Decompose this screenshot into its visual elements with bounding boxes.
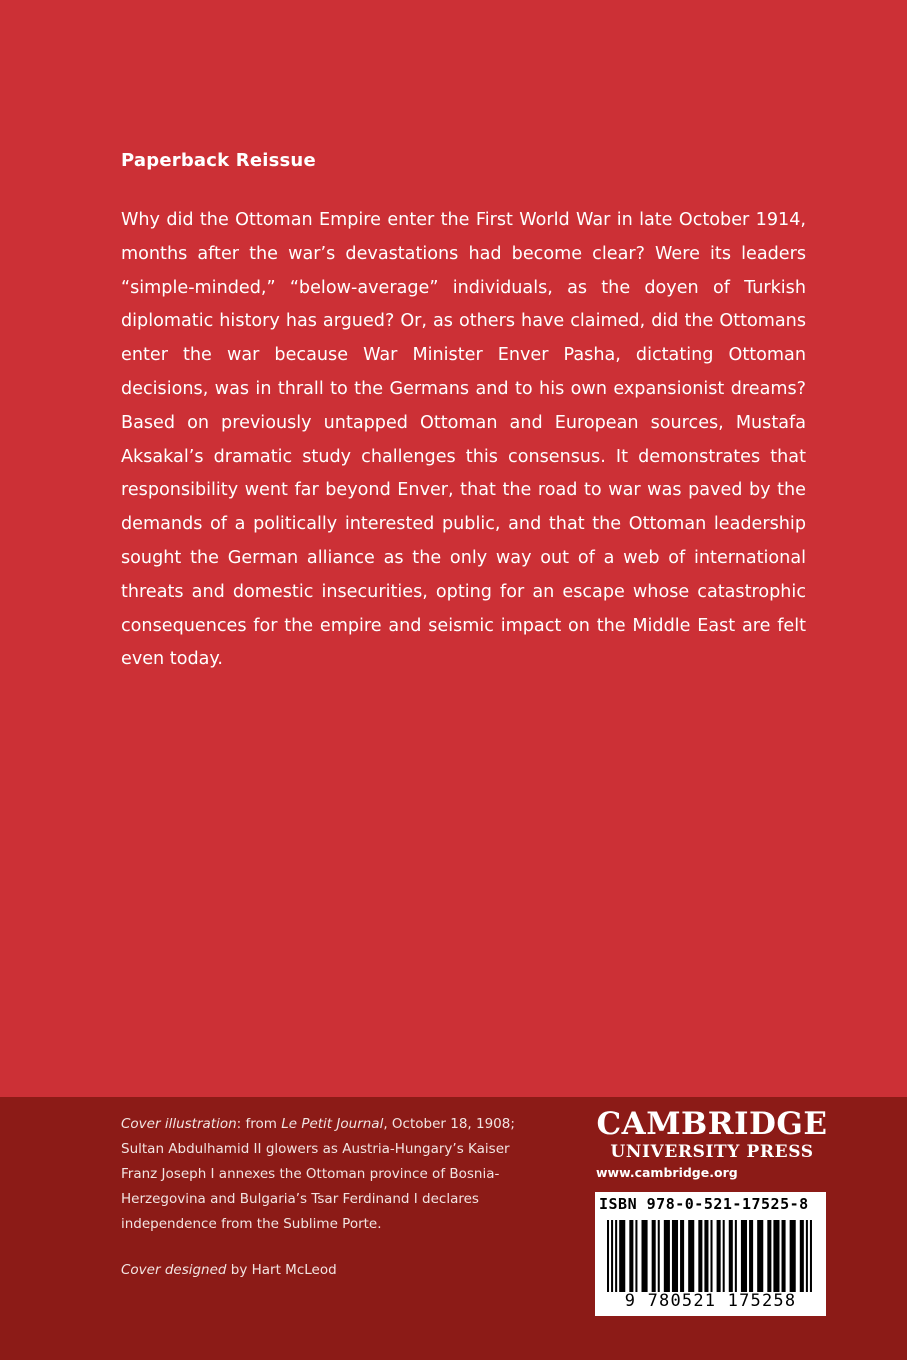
publisher-url: www.cambridge.org — [596, 1165, 738, 1180]
barcode-bar — [790, 1220, 796, 1292]
barcode-bar — [729, 1220, 733, 1292]
barcode-bar — [800, 1220, 804, 1292]
publisher-subtitle: UNIVERSITY PRESS — [610, 1142, 814, 1162]
cover-designer-credit — [121, 1262, 337, 1278]
barcode-bars — [607, 1220, 814, 1292]
barcode-bar — [806, 1220, 808, 1292]
barcode — [595, 1192, 826, 1316]
credit-label: Cover illustration — [121, 1116, 237, 1132]
barcode-bar — [615, 1220, 617, 1292]
publisher-logo — [596, 1106, 828, 1182]
barcode-bar — [704, 1220, 708, 1292]
barcode-bar — [773, 1220, 779, 1292]
barcode-bar — [642, 1220, 648, 1292]
barcode-bar — [635, 1220, 637, 1292]
barcode-bar — [810, 1220, 812, 1292]
barcode-bar — [767, 1220, 771, 1292]
barcode-bar — [664, 1220, 670, 1292]
barcode-bar — [607, 1220, 609, 1292]
barcode-bar — [749, 1220, 753, 1292]
publisher-name: CAMBRIDGE — [596, 1106, 828, 1142]
section-label: Paperback Reissue — [121, 150, 316, 171]
designer-label: Cover designed — [121, 1262, 227, 1278]
cover-illustration-credit — [121, 1112, 541, 1237]
barcode-bar — [652, 1220, 656, 1292]
barcode-bar — [672, 1220, 678, 1292]
barcode-bar — [698, 1220, 702, 1292]
barcode-bar — [619, 1220, 625, 1292]
barcode-bar — [629, 1220, 633, 1292]
barcode-bar — [717, 1220, 721, 1292]
credit-text: , October 18, 1908; Sultan Abdulhamid II glowers as Austria-Hungary’s Kaiser Franz Joseph I annexes the Ottoman province of Bosnia-Herzegovina and Bulgaria’s Tsar Ferdinand I declares independence from the Sublime Porte. — [121, 1116, 515, 1232]
barcode-bar — [688, 1220, 694, 1292]
barcode-bar — [658, 1220, 660, 1292]
barcode-bar — [741, 1220, 747, 1292]
barcode-bar — [723, 1220, 725, 1292]
barcode-bar — [782, 1220, 786, 1292]
barcode-bar — [757, 1220, 763, 1292]
credit-separator: : from — [236, 1116, 282, 1132]
barcode-bar — [735, 1220, 737, 1292]
barcode-bar — [711, 1220, 713, 1292]
barcode-bar — [611, 1220, 613, 1292]
barcode-bar — [680, 1220, 684, 1292]
barcode-digits: 9 780521 175258 — [624, 1291, 797, 1311]
isbn-text: ISBN 978-0-521-17525-8 — [599, 1195, 809, 1213]
book-description: Why did the Ottoman Empire enter the First World War in late October 1914, months after the war’s devastations had become clear? Were its leaders “simple-minded,” “below-average” individuals, as the doyen of Turkish diplomatic history has argued? Or, as others have claimed, did the Ottomans enter the war because War Minister Enver Pasha, dictating Ottoman decisions, was in thrall to the Germans and to his own expansionist dreams? Based on previously untapped Ottoman and European sources, Mustafa Aksakal’s dramatic study challenges this consensus. It demonstrates that responsibility went far beyond Enver, that the road to war was paved by the demands of a politically interested public, and that the Ottoman leadership sought the German alliance as the only way out of a web of international threats and domestic insecurities, opting for an escape whose catastrophic consequences for the empire and seismic impact on the Middle East are felt even today. — [121, 210, 806, 670]
credit-source: Le Petit Journal — [281, 1116, 384, 1132]
designer-text: by Hart McLeod — [226, 1262, 337, 1278]
